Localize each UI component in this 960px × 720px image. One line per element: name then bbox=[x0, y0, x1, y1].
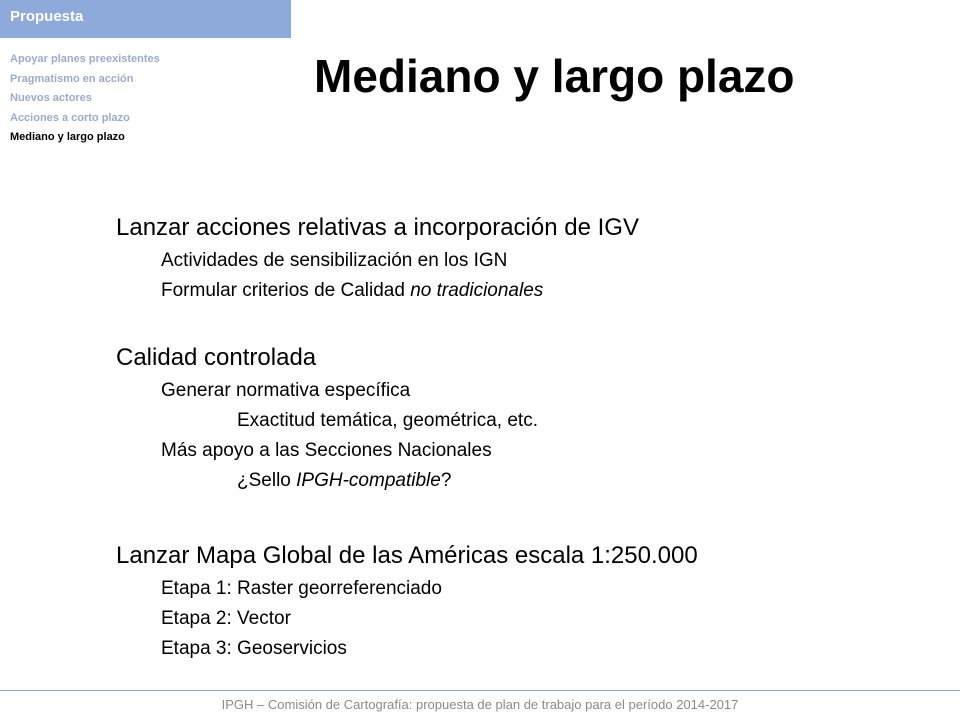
bullet-calidad-controlada: Calidad controlada bbox=[116, 344, 317, 371]
nav-item-mediano-largo-plazo[interactable]: Mediano y largo plazo bbox=[10, 131, 125, 143]
bullet-etapa-3: Etapa 3: Geoservicios bbox=[161, 638, 347, 659]
bullet-criterios-calidad-text: Formular criterios de Calidad bbox=[161, 280, 411, 301]
nav-item-apoyar-planes[interactable]: Apoyar planes preexistentes bbox=[10, 53, 160, 65]
bullet-etapa-2: Etapa 2: Vector bbox=[161, 608, 291, 629]
slide-title: Mediano y largo plazo bbox=[314, 50, 795, 102]
bullet-sensibilizacion: Actividades de sensibilización en los IGN bbox=[161, 250, 508, 271]
bullet-exactitud: Exactitud temática, geométrica, etc. bbox=[237, 410, 538, 431]
bullet-etapa-1: Etapa 1: Raster georreferenciado bbox=[161, 578, 442, 599]
slide-content bbox=[116, 210, 936, 664]
bullet-sello bbox=[237, 466, 936, 496]
nav-item-acciones-corto-plazo[interactable]: Acciones a corto plazo bbox=[10, 111, 130, 124]
section-tab-label: Propuesta bbox=[10, 8, 84, 25]
nav-item-pragmatismo[interactable]: Pragmatismo en acción bbox=[10, 72, 134, 85]
bullet-criterios-calidad-emphasis: no tradicionales bbox=[410, 280, 544, 301]
nav-item-nuevos-actores[interactable]: Nuevos actores bbox=[10, 92, 92, 104]
bullet-normativa: Generar normativa específica bbox=[161, 380, 411, 401]
bullet-sello-emphasis: IPGH-compatible bbox=[296, 470, 441, 491]
bullet-sello-suffix: ? bbox=[440, 470, 452, 491]
bullet-secciones-nacionales: Más apoyo a las Secciones Nacionales bbox=[161, 440, 492, 461]
footer-text: IPGH – Comisión de Cartografía: propuesta de plan de trabajo para el período 2014-2017 bbox=[221, 697, 739, 712]
section-tab bbox=[0, 0, 291, 38]
bullet-criterios-calidad bbox=[161, 276, 936, 306]
bullet-igv: Lanzar acciones relativas a incorporación de IGV bbox=[116, 214, 639, 241]
bullet-sello-prefix: ¿Sello bbox=[237, 470, 297, 491]
section-nav bbox=[10, 50, 160, 148]
footer-divider bbox=[0, 690, 960, 691]
bullet-mapa-global: Lanzar Mapa Global de las Américas escala 1:250.000 bbox=[116, 542, 698, 569]
